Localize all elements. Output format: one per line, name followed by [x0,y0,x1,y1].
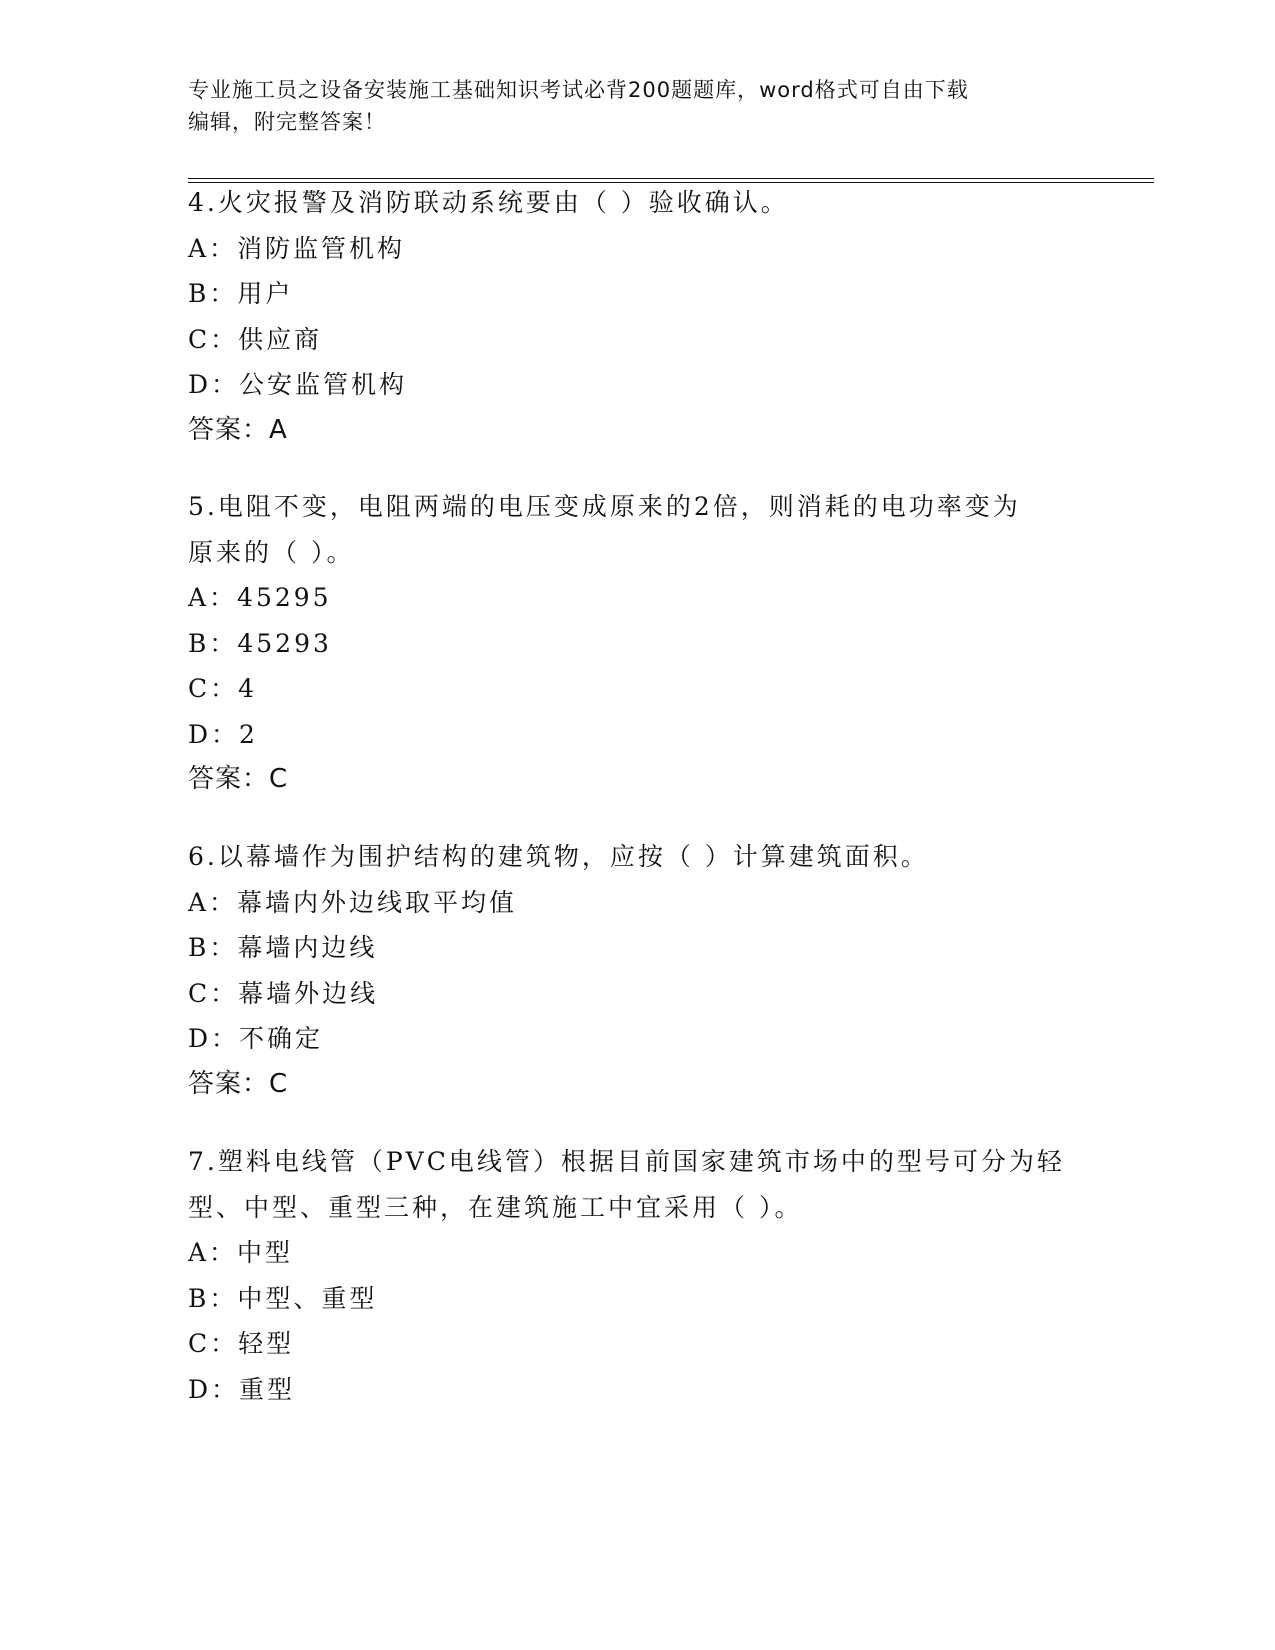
option-b: B：用户 [188,279,294,308]
option-c: C：轻型 [188,1329,295,1358]
question-stem: 4.火灾报警及消防联动系统要由（ ）验收确认。 [188,188,789,217]
option-d: D：重型 [188,1374,296,1404]
header-divider-top [188,178,1154,179]
option-a: A：幕墙内外边线取平均值 [188,887,518,917]
document-header [188,74,1088,138]
question-5 [188,484,1088,803]
question-stem-line-2: 型、中型、重型三种，在建筑施工中宜采用（ ）。 [188,1192,803,1222]
question-6 [188,834,1088,1107]
question-stem-line-2: 原来的（ ）。 [188,537,355,567]
answer-text: 答案：A [188,414,288,445]
option-a: A：45295 [188,583,332,612]
option-c: C：供应商 [188,324,323,354]
question-7 [188,1139,1088,1412]
question-stem-line-1: 7.塑料电线管（PVC电线管）根据目前国家建筑市场中的型号可分为轻 [188,1147,1065,1176]
answer-text: 答案：C [188,1068,289,1099]
header-line-1: 专业施工员之设备安装施工基础知识考试必背200题题库，word格式可自由下载 [188,78,969,102]
question-stem: 6.以幕墙作为围护结构的建筑物，应按（ ）计算建筑面积。 [188,842,929,871]
option-d: D：公安监管机构 [188,370,408,399]
option-c: C：4 [188,674,258,703]
option-c: C：幕墙外边线 [188,978,379,1008]
header-line-2: 编辑，附完整答案！ [188,110,386,134]
option-d: D：不确定 [188,1024,324,1053]
option-b: B：45293 [188,628,332,658]
option-d: D：2 [188,719,258,749]
option-b: B：幕墙内边线 [188,933,378,962]
question-stem-line-1: 5.电阻不变，电阻两端的电压变成原来的2倍，则消耗的电功率变为 [188,492,1021,521]
question-4 [188,180,1088,453]
option-a: A：消防监管机构 [188,233,406,263]
option-a: A：中型 [188,1238,294,1267]
answer-text: 答案：C [188,764,289,794]
option-b: B：中型、重型 [188,1283,378,1313]
